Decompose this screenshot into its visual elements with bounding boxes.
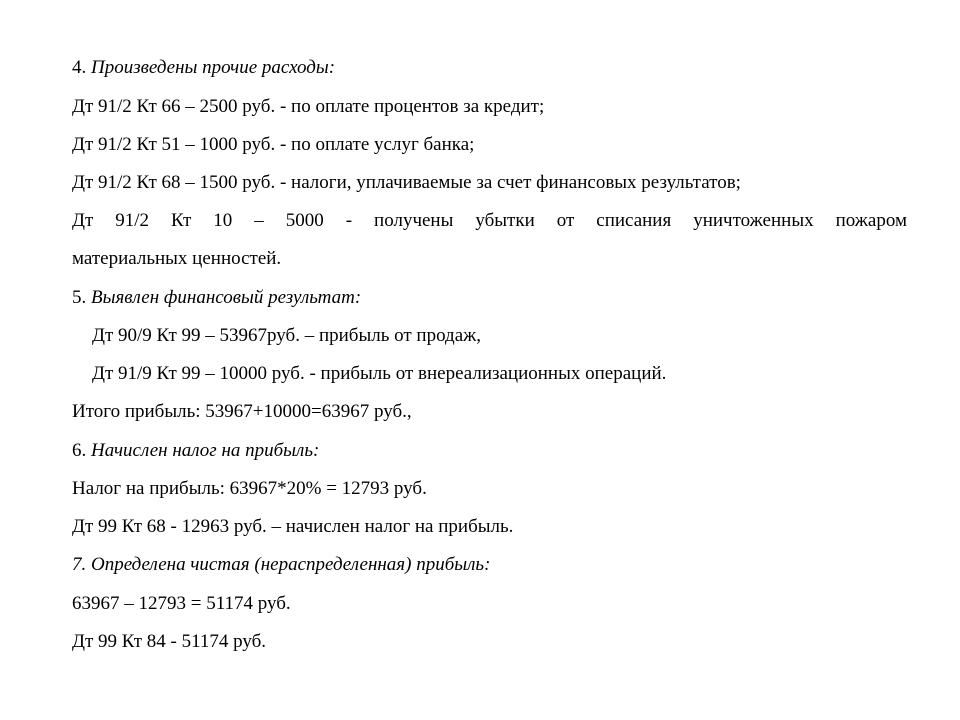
heading-income-tax <box>72 439 319 463</box>
entry-net-profit: Дт 99 Кт 84 - 51174 руб. <box>72 631 267 652</box>
entry-fire-losses: Дт 91/2 Кт 10 – 5000 - получены убытки от списания уничтоженных пожаром <box>72 210 907 231</box>
income-tax-calculation: Налог на прибыль: 63967*20% = 12793 руб. <box>72 478 427 499</box>
heading-text: Начислен налог на прибыль: <box>91 440 320 461</box>
heading-text: Произведены прочие расходы: <box>91 57 336 78</box>
heading-financial-result <box>72 286 361 310</box>
heading-net-profit: 7. Определена чистая (нераспределенная) прибыль: <box>72 554 491 575</box>
entry-bank-services: Дт 91/2 Кт 51 – 1000 руб. - по оплате услуг банка; <box>72 134 475 155</box>
entry-income-tax: Дт 99 Кт 68 - 12963 руб. – начислен налог на прибыль. <box>72 516 514 537</box>
heading-number: 5. <box>72 287 87 308</box>
heading-other-expenses <box>72 56 335 80</box>
heading-number: 4. <box>72 57 87 78</box>
heading-text: Выявлен финансовый результат: <box>91 287 362 308</box>
entry-fire-losses-continued: материальных ценностей. <box>72 248 282 269</box>
total-profit: Итого прибыль: 53967+10000=63967 руб., <box>72 401 412 422</box>
entry-taxes: Дт 91/2 Кт 68 – 1500 руб. - налоги, уплачиваемые за счет финансовых результатов; <box>72 172 741 193</box>
entry-interest-payment: Дт 91/2 Кт 66 – 2500 руб. - по оплате процентов за кредит; <box>72 96 545 117</box>
heading-number: 6. <box>72 440 87 461</box>
net-profit-calculation: 63967 – 12793 = 51174 руб. <box>72 593 291 614</box>
entry-sales-profit: Дт 90/9 Кт 99 – 53967руб. – прибыль от продаж, <box>92 325 482 346</box>
entry-non-operating-profit: Дт 91/9 Кт 99 – 10000 руб. - прибыль от внереализационных операций. <box>92 363 667 384</box>
